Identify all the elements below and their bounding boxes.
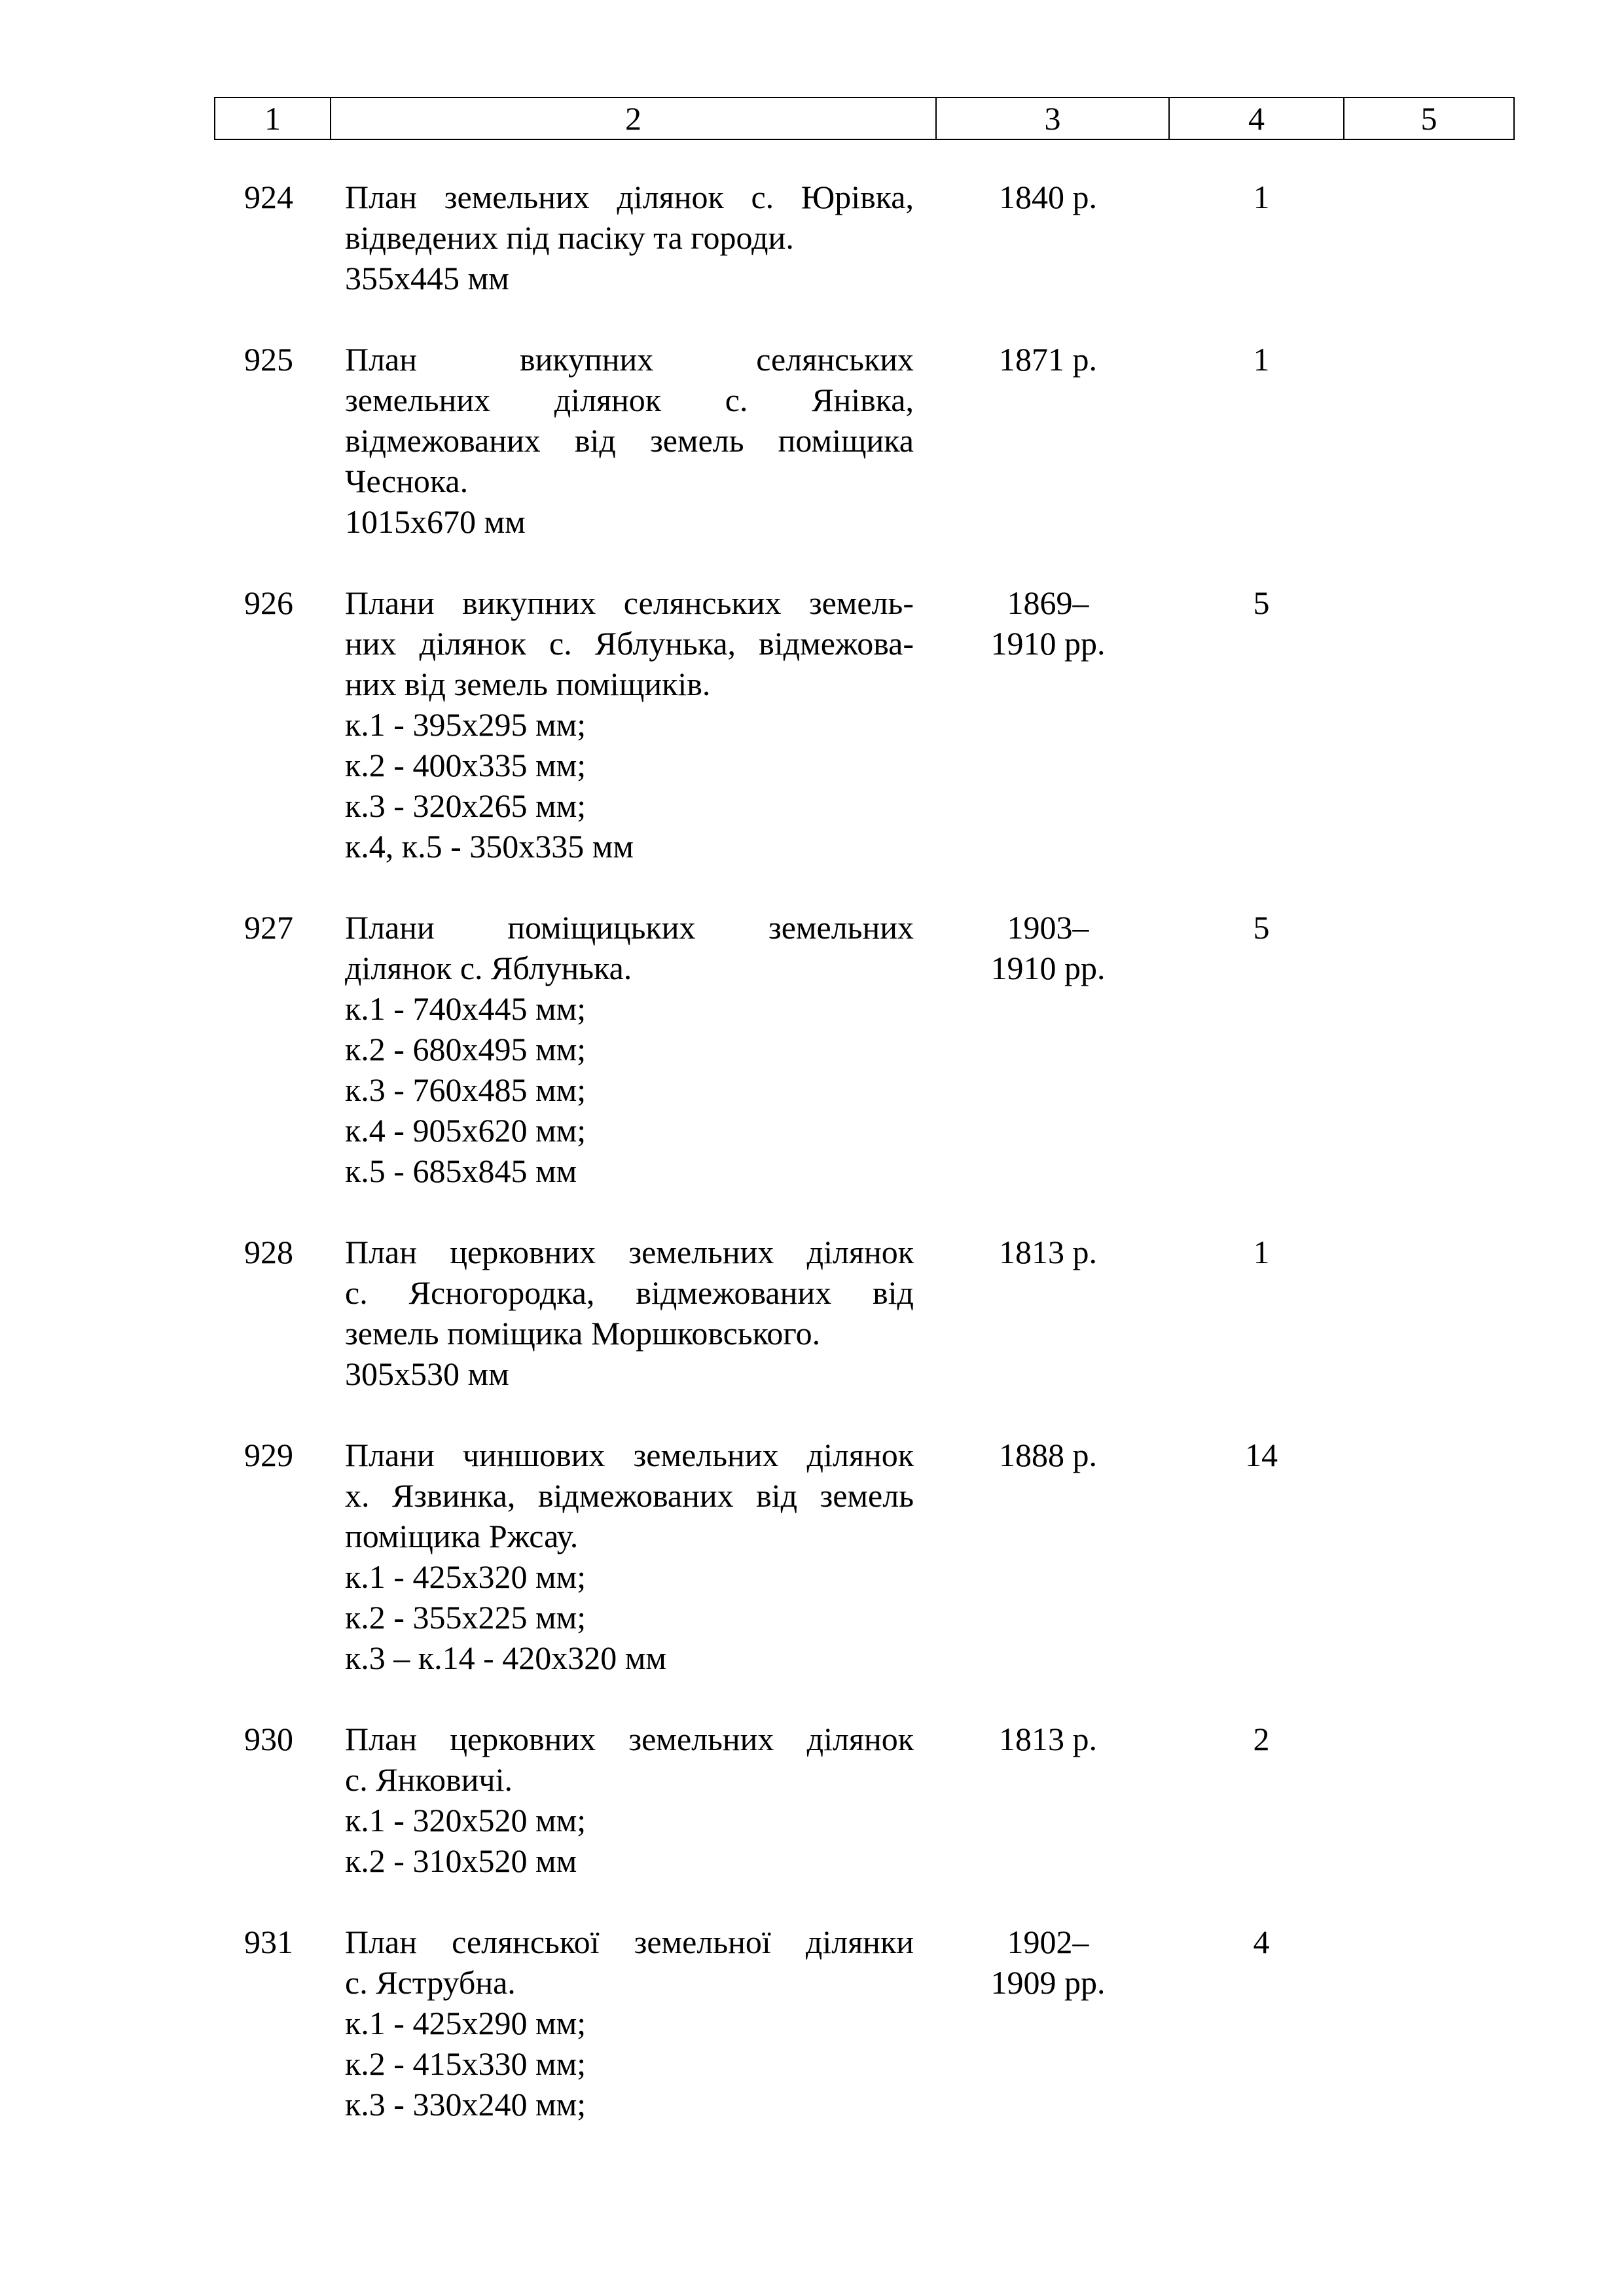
description-line: к.2 - 400х335 мм; [345,747,586,783]
description-line: с. Яструбна. [345,1964,516,2001]
date-line: 1871 р. [999,341,1097,378]
column-header-2: 2 [331,98,936,139]
description-line: Плани чиншових земельних ділянок [345,1437,914,1473]
description-line: к.2 - 310х520 мм [345,1842,577,1879]
entry-date [923,1435,1173,1475]
date-line: 1869– [1007,584,1089,621]
column-header-5: 5 [1344,98,1514,139]
entry-date [923,1232,1173,1272]
column-header-table [214,97,1515,140]
entry-sheet-count: 5 [1253,909,1270,946]
date-line: 1903– [1007,909,1089,946]
entry-sheet-count: 2 [1253,1721,1270,1757]
entry-description [345,583,914,867]
entry-number: 926 [244,584,293,621]
entry-number: 924 [244,179,293,215]
entry-sheet-count: 1 [1253,341,1270,378]
description-line: Плани поміщицьких земельних [345,909,914,946]
date-line: 1813 р. [999,1234,1097,1270]
entry-number: 930 [244,1721,293,1757]
entry-date [923,177,1173,217]
entry-description [345,177,914,298]
description-line: к.2 - 680х495 мм; [345,1031,586,1067]
description-line: с. Янковичі. [345,1761,513,1798]
entry-date [923,907,1173,988]
description-line: к.3 - 760х485 мм; [345,1071,586,1108]
date-line: 1910 рр. [990,625,1106,662]
entry-description [345,1719,914,1881]
description-line: План земельних ділянок с. Юрівка, [345,179,914,215]
description-line: к.4 - 905х620 мм; [345,1112,586,1149]
entry-description [345,1922,914,2125]
description-line: План селянської земельної ділянки [345,1924,914,1960]
date-line: 1902– [1007,1924,1089,1960]
description-line: к.2 - 415х330 мм; [345,2045,586,2082]
description-line: Плани викупних селянських земель- [345,584,914,621]
description-line: План церковних земельних ділянок [345,1234,914,1270]
entry-date [923,339,1173,380]
description-line: відмежованих від земель поміщика [345,422,914,459]
date-line: 1813 р. [999,1721,1097,1757]
entry-sheet-count: 4 [1253,1924,1270,1960]
entry-list [0,177,1624,2165]
entry-date [923,583,1173,664]
list-item [0,907,1624,1191]
description-line: к.1 - 425х320 мм; [345,1558,586,1595]
list-item [0,1922,1624,2125]
entry-date [923,1922,1173,2003]
entry-sheet-count: 14 [1245,1437,1278,1473]
description-line: План викупних селянських [345,341,914,378]
entry-date [923,1719,1173,1759]
entry-number: 928 [244,1234,293,1270]
description-line: к.1 - 320х520 мм; [345,1802,586,1839]
entry-description [345,1232,914,1394]
date-line: 1840 р. [999,179,1097,215]
column-header-row [215,98,1514,139]
date-line: 1888 р. [999,1437,1097,1473]
entry-description [345,907,914,1191]
description-line: к.4, к.5 - 350х335 мм [345,828,634,865]
list-item [0,177,1624,298]
description-line: с. Ясногородка, відмежованих від [345,1274,914,1311]
entry-sheet-count: 1 [1253,179,1270,215]
entry-description [345,339,914,542]
date-line: 1910 рр. [990,950,1106,986]
description-line: к.3 – к.14 - 420х320 мм [345,1640,667,1676]
description-line: к.1 - 740х445 мм; [345,990,586,1027]
description-line: 305х530 мм [345,1355,509,1392]
entry-sheet-count: 1 [1253,1234,1270,1270]
description-line: х. Язвинка, відмежованих від земель [345,1477,914,1514]
entry-number: 927 [244,909,293,946]
entry-number: 931 [244,1924,293,1960]
date-line: 1909 рр. [990,1964,1106,2001]
description-line: поміщика Ржсау. [345,1518,579,1554]
description-line: к.3 - 320х265 мм; [345,787,586,824]
column-header-3: 3 [936,98,1169,139]
description-line: 355х445 мм [345,260,509,296]
description-line: 1015х670 мм [345,503,526,540]
description-line: відведених під пасіку та городи. [345,219,794,256]
list-item [0,339,1624,542]
entry-description [345,1435,914,1678]
description-line: них ділянок с. Яблунька, відмежова- [345,625,914,662]
list-item [0,1435,1624,1678]
entry-number: 929 [244,1437,293,1473]
list-item [0,583,1624,867]
description-line: к.2 - 355х225 мм; [345,1599,586,1636]
description-line: к.5 - 685х845 мм [345,1153,577,1189]
description-line: них від земель поміщиків. [345,666,711,702]
entry-sheet-count: 5 [1253,584,1270,621]
column-header-1: 1 [215,98,331,139]
description-line: земельних ділянок с. Янівка, [345,382,914,418]
description-line: Чеснока. [345,463,469,499]
description-line: земель поміщика Моршковського. [345,1315,821,1352]
description-line: к.1 - 425х290 мм; [345,2005,586,2041]
list-item [0,1719,1624,1881]
column-header-4: 4 [1169,98,1344,139]
description-line: к.1 - 395х295 мм; [345,706,586,743]
list-item [0,1232,1624,1394]
description-line: ділянок с. Яблунька. [345,950,632,986]
entry-number: 925 [244,341,293,378]
description-line: План церковних земельних ділянок [345,1721,914,1757]
description-line: к.3 - 330х240 мм; [345,2086,586,2123]
